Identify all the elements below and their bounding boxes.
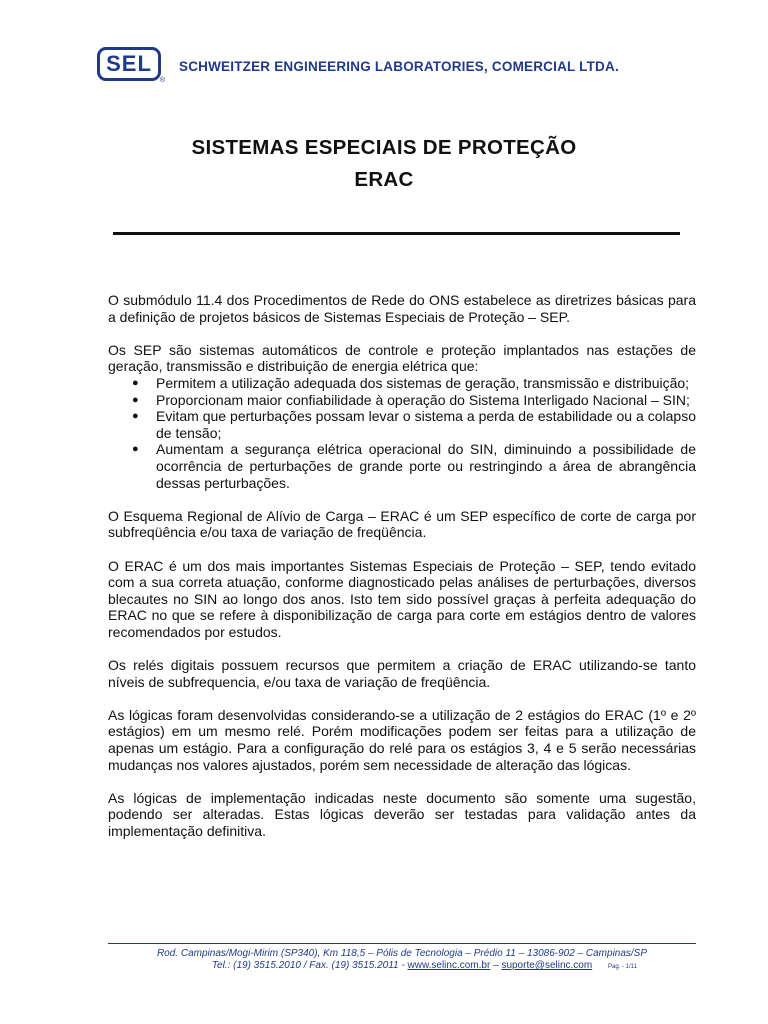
document-subtitle: ERAC xyxy=(354,168,414,191)
document-title: SISTEMAS ESPECIAIS DE PROTEÇÃO xyxy=(191,136,577,159)
logo-text: SEL xyxy=(106,51,152,76)
footer-phone: Tel.: (19) 3515.2010 / Fax. (19) 3515.2011 - xyxy=(211,960,408,971)
list-item-text: Permitem a utilização adequada dos sistemas de geração, transmissão e distribuição; xyxy=(156,374,690,391)
footer-divider xyxy=(108,943,696,944)
website-link[interactable]: www.selinc.com.br xyxy=(407,960,491,971)
document-body xyxy=(108,292,696,856)
list-item-text: Proporcionam maior confiabilidade à operação do Sistema Interligado Nacional – SIN; xyxy=(156,391,690,408)
company-name: SCHWEITZER ENGINEERING LABORATORIES, COMERCIAL LTDA. xyxy=(179,58,619,74)
paragraph-4: O ERAC é um dos mais importantes Sistemas Especiais de Proteção – SEP, tendo evitado com a sua correta atuação, conforme diagnosticado pelas análises de perturbações, diversos blecautes no SIN ao longo dos anos. Isto tem sido possível graças à perfeita adequação do ERAC no que se refere à disponibilização de carga para corte em estágios dentro de valores recomendados por estudos. xyxy=(108,557,696,640)
list-item-text: Evitam que perturbações possam levar o sistema a perda de estabilidade ou a colapso de tensão; xyxy=(156,408,696,441)
bullet-icon: ● xyxy=(132,443,139,456)
title-divider xyxy=(113,232,680,235)
list-item-text: Aumentam a segurança elétrica operacional do SIN, diminuindo a possibilidade de ocorrência de perturbações de grande porte ou restringindo a área de abrangência dessas perturbações. xyxy=(156,441,696,491)
paragraph-3: O Esquema Regional de Alívio de Carga – ERAC é um SEP específico de corte de carga por subfreqüência e/ou taxa de variação de freqüência. xyxy=(108,507,696,541)
list-item xyxy=(108,408,696,441)
paragraph-7: As lógicas de implementação indicadas neste documento são somente uma sugestão, podendo ser alteradas. Estas lógicas deverão ser testadas para validação antes da implementação definitiva. xyxy=(108,789,696,839)
footer-separator: – xyxy=(490,960,502,971)
footer-address: Rod. Campinas/Mogi-Mirim (SP340), Km 118,5 – Pólis de Tecnologia – Prédio 11 – 13086-902 – Campinas/SP xyxy=(156,948,648,959)
bullet-icon: ● xyxy=(132,376,139,389)
bullet-list xyxy=(108,375,696,491)
list-item xyxy=(108,392,696,409)
email-link[interactable]: suporte@selinc.com xyxy=(501,960,593,971)
registered-mark: ® xyxy=(159,77,166,84)
list-item xyxy=(108,375,696,392)
bullet-icon: ● xyxy=(132,410,139,423)
paragraph-1: O submódulo 11.4 dos Procedimentos de Rede do ONS estabelece as diretrizes básicas para a definição de projetos básicos de Sistemas Especiais de Proteção – SEP. xyxy=(108,292,696,325)
header xyxy=(97,44,619,84)
paragraph-6: As lógicas foram desenvolvidas considerando-se a utilização de 2 estágios do ERAC (1º e 2º estágios) em um mesmo relé. Porém modificações podem ser feitas para a utilização de apenas um estágio. Para a configuração do relé para os estágios 3, 4 e 5 serão necessárias mudanças nos valores ajustados, porém sem necessidade de alteração das lógicas. xyxy=(108,706,696,773)
page-number: Pag. - 1/11 xyxy=(608,964,637,970)
bullet-icon: ● xyxy=(132,393,139,406)
paragraph-5: Os relés digitais possuem recursos que permitem a criação de ERAC utilizando-se tanto níveis de subfrequencia, e/ou taxa de variação de freqüência. xyxy=(108,657,696,690)
list-item xyxy=(108,441,696,491)
sel-logo xyxy=(97,47,166,84)
paragraph-2: Os SEP são sistemas automáticos de controle e proteção implantados nas estações de geração, transmissão e distribuição de energia elétrica que: xyxy=(108,341,696,375)
